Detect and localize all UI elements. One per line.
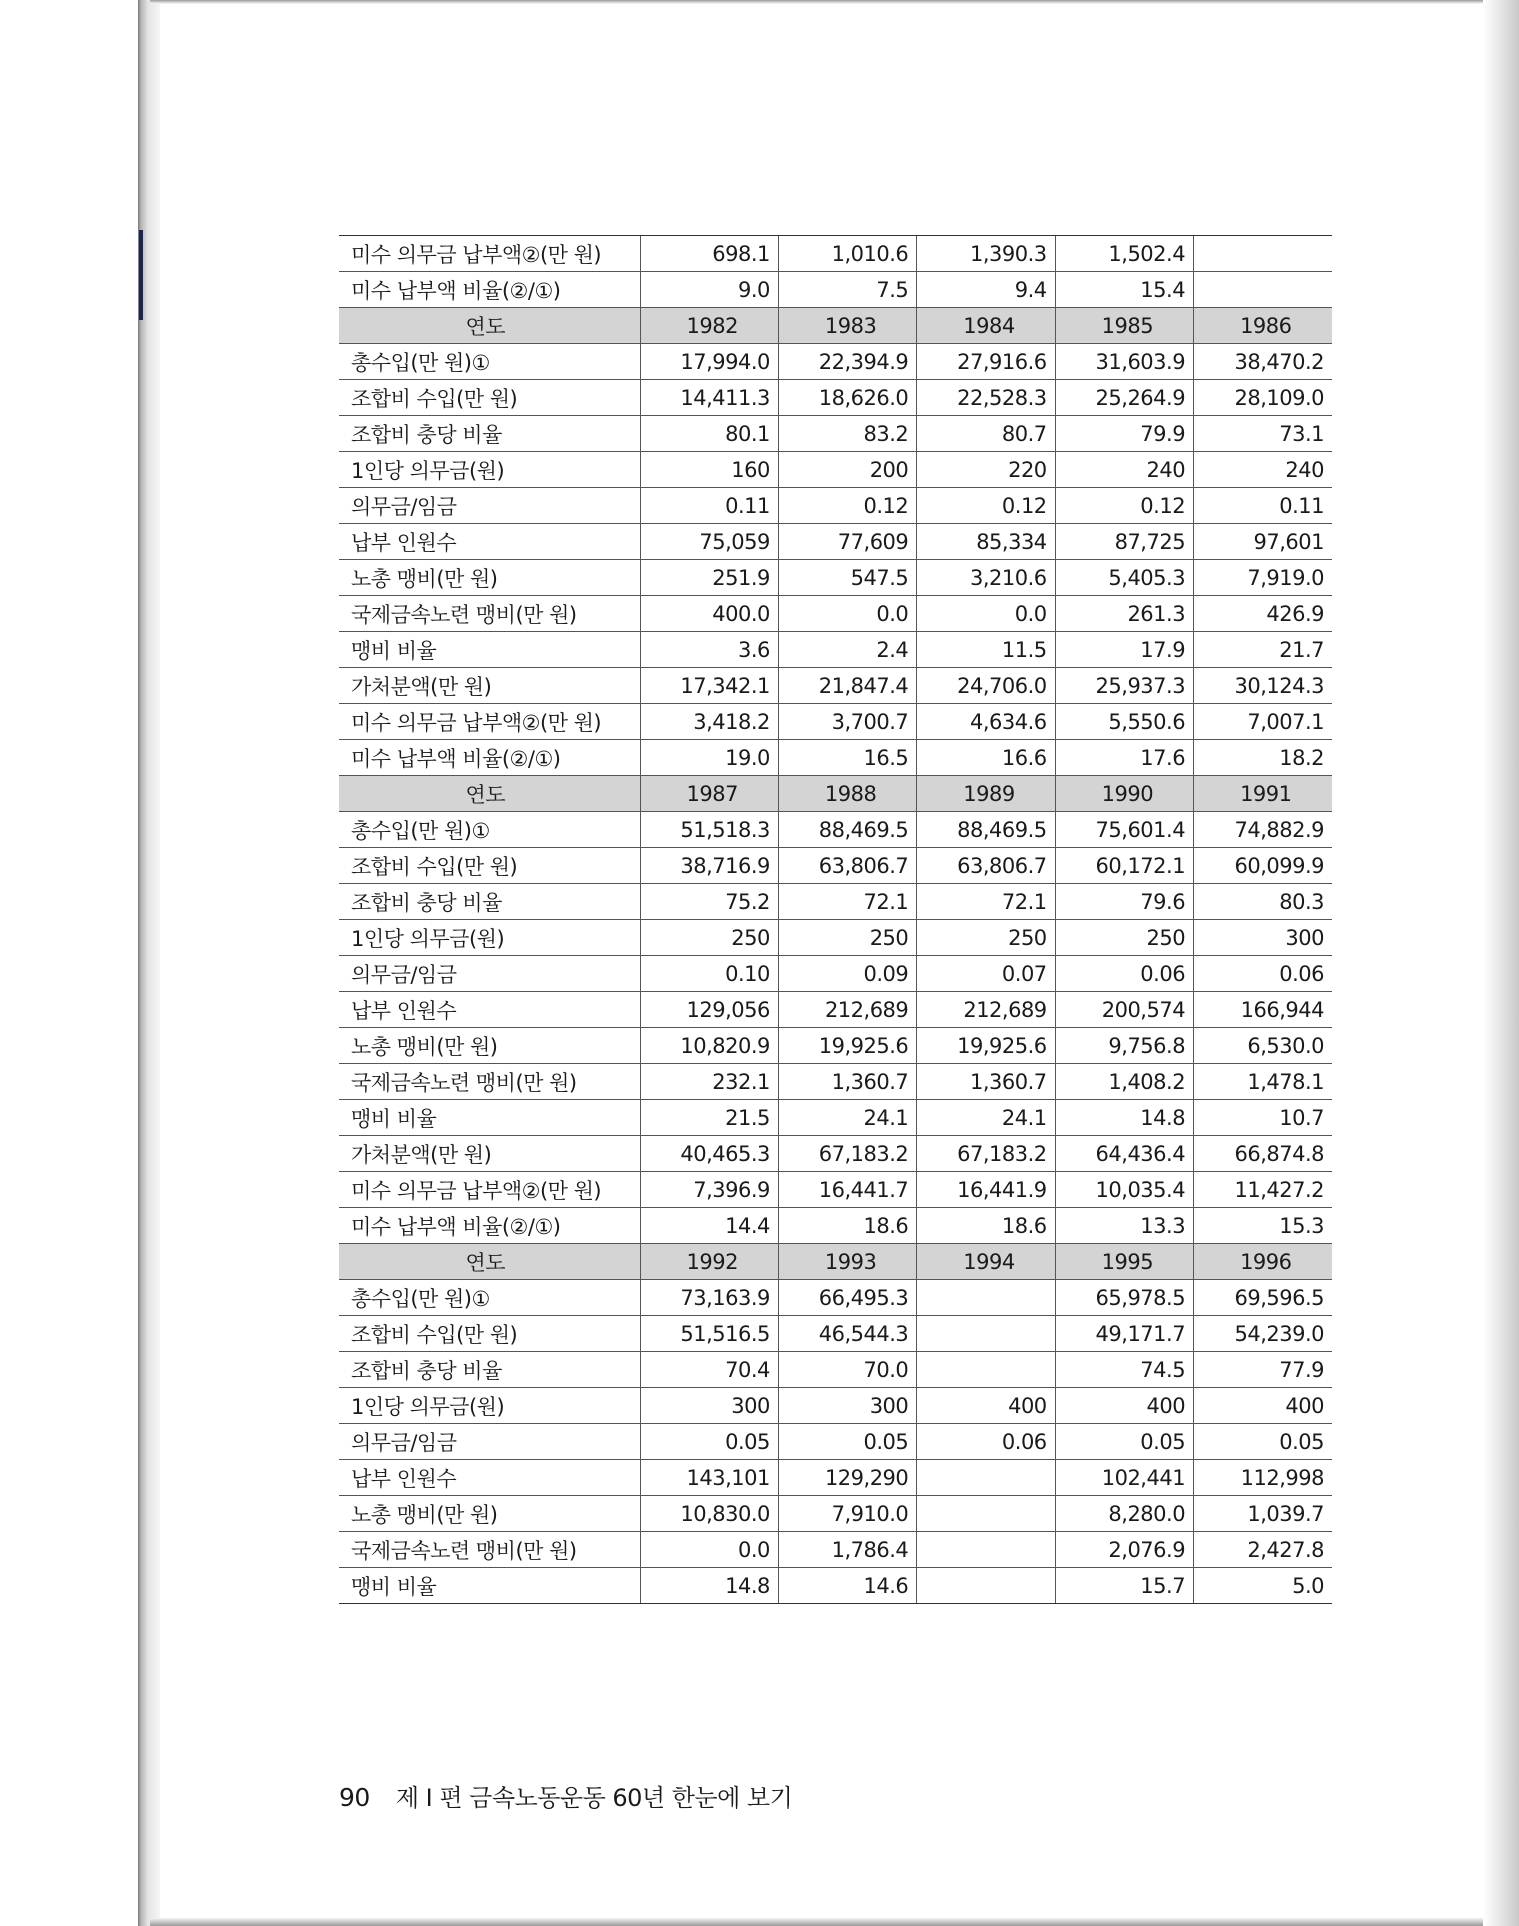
value-cell: 5,405.3: [1055, 560, 1193, 596]
row-label-cell: 납부 인원수: [339, 1460, 640, 1496]
value-cell: 1,478.1: [1194, 1064, 1332, 1100]
row-label-cell: 총수입(만 원)①: [339, 1280, 640, 1316]
table-row: [339, 884, 1332, 920]
value-cell: 74.5: [1055, 1352, 1193, 1388]
value-cell: [1194, 272, 1332, 308]
section-title: 제 I 편 금속노동운동 60년 한눈에 보기: [395, 1784, 793, 1812]
value-cell: 80.3: [1194, 884, 1332, 920]
value-cell: 1,010.6: [778, 236, 916, 272]
value-cell: 7,007.1: [1194, 704, 1332, 740]
value-cell: 14.8: [640, 1568, 778, 1604]
value-cell: 18.6: [917, 1208, 1055, 1244]
year-cell: 1984: [917, 308, 1055, 344]
table-row: [339, 1136, 1332, 1172]
table-row: [339, 1100, 1332, 1136]
row-label-cell: 조합비 충당 비율: [339, 1352, 640, 1388]
table-row: [339, 560, 1332, 596]
year-cell: 1983: [778, 308, 916, 344]
year-label-cell: 연도: [339, 1244, 640, 1280]
value-cell: 88,469.5: [778, 812, 916, 848]
row-label-cell: 국제금속노련 맹비(만 원): [339, 596, 640, 632]
value-cell: 77.9: [1194, 1352, 1332, 1388]
value-cell: 38,470.2: [1194, 344, 1332, 380]
value-cell: 11.5: [917, 632, 1055, 668]
row-label-cell: 노총 맹비(만 원): [339, 1496, 640, 1532]
value-cell: 70.4: [640, 1352, 778, 1388]
table-row: [339, 1424, 1332, 1460]
value-cell: 80.1: [640, 416, 778, 452]
value-cell: 18,626.0: [778, 380, 916, 416]
value-cell: 40,465.3: [640, 1136, 778, 1172]
value-cell: 24.1: [778, 1100, 916, 1136]
value-cell: 14.8: [1055, 1100, 1193, 1136]
value-cell: 698.1: [640, 236, 778, 272]
value-cell: 0.05: [1055, 1424, 1193, 1460]
table-row: [339, 1208, 1332, 1244]
year-header-row: [339, 776, 1332, 812]
value-cell: 15.3: [1194, 1208, 1332, 1244]
value-cell: 17.9: [1055, 632, 1193, 668]
value-cell: 7.5: [778, 272, 916, 308]
value-cell: 66,874.8: [1194, 1136, 1332, 1172]
table-row: [339, 668, 1332, 704]
value-cell: [917, 1460, 1055, 1496]
value-cell: 400.0: [640, 596, 778, 632]
value-cell: 300: [778, 1388, 916, 1424]
table-row: [339, 1352, 1332, 1388]
value-cell: 129,290: [778, 1460, 916, 1496]
value-cell: 15.7: [1055, 1568, 1193, 1604]
value-cell: 60,099.9: [1194, 848, 1332, 884]
value-cell: 9.4: [917, 272, 1055, 308]
value-cell: 7,396.9: [640, 1172, 778, 1208]
value-cell: 75,059: [640, 524, 778, 560]
table-row: [339, 1460, 1332, 1496]
value-cell: 0.0: [778, 596, 916, 632]
page-bottom-edge: [150, 1918, 1519, 1926]
value-cell: 112,998: [1194, 1460, 1332, 1496]
value-cell: 0.05: [1194, 1424, 1332, 1460]
value-cell: 38,716.9: [640, 848, 778, 884]
value-cell: 143,101: [640, 1460, 778, 1496]
value-cell: 21.5: [640, 1100, 778, 1136]
value-cell: 0.11: [1194, 488, 1332, 524]
value-cell: 2.4: [778, 632, 916, 668]
value-cell: 1,039.7: [1194, 1496, 1332, 1532]
year-cell: 1986: [1194, 308, 1332, 344]
value-cell: 28,109.0: [1194, 380, 1332, 416]
table-row: [339, 524, 1332, 560]
value-cell: 19,925.6: [778, 1028, 916, 1064]
row-label-cell: 미수 의무금 납부액②(만 원): [339, 1172, 640, 1208]
value-cell: 51,516.5: [640, 1316, 778, 1352]
row-label-cell: 국제금속노련 맹비(만 원): [339, 1064, 640, 1100]
table-row: [339, 992, 1332, 1028]
value-cell: 7,919.0: [1194, 560, 1332, 596]
year-cell: 1990: [1055, 776, 1193, 812]
table-row: [339, 740, 1332, 776]
table-row: [339, 812, 1332, 848]
value-cell: 250: [1055, 920, 1193, 956]
value-cell: 3.6: [640, 632, 778, 668]
row-label-cell: 국제금속노련 맹비(만 원): [339, 1532, 640, 1568]
value-cell: 9.0: [640, 272, 778, 308]
value-cell: [917, 1532, 1055, 1568]
value-cell: 15.4: [1055, 272, 1193, 308]
year-cell: 1993: [778, 1244, 916, 1280]
value-cell: 0.0: [917, 596, 1055, 632]
value-cell: 200: [778, 452, 916, 488]
value-cell: 49,171.7: [1055, 1316, 1193, 1352]
year-header-row: [339, 308, 1332, 344]
row-label-cell: 1인당 의무금(원): [339, 920, 640, 956]
value-cell: 74,882.9: [1194, 812, 1332, 848]
value-cell: 18.6: [778, 1208, 916, 1244]
value-cell: 22,528.3: [917, 380, 1055, 416]
row-label-cell: 의무금/임금: [339, 488, 640, 524]
value-cell: 16,441.7: [778, 1172, 916, 1208]
value-cell: 2,076.9: [1055, 1532, 1193, 1568]
value-cell: 75,601.4: [1055, 812, 1193, 848]
row-label-cell: 총수입(만 원)①: [339, 812, 640, 848]
year-header-row: [339, 1244, 1332, 1280]
value-cell: 240: [1194, 452, 1332, 488]
row-label-cell: 납부 인원수: [339, 524, 640, 560]
value-cell: 17,994.0: [640, 344, 778, 380]
value-cell: 0.12: [917, 488, 1055, 524]
row-label-cell: 조합비 수입(만 원): [339, 848, 640, 884]
row-label-cell: 총수입(만 원)①: [339, 344, 640, 380]
table-row: [339, 1568, 1332, 1604]
value-cell: 72.1: [778, 884, 916, 920]
value-cell: 64,436.4: [1055, 1136, 1193, 1172]
row-label-cell: 가처분액(만 원): [339, 1136, 640, 1172]
value-cell: 10,820.9: [640, 1028, 778, 1064]
row-label-cell: 조합비 충당 비율: [339, 416, 640, 452]
value-cell: 18.2: [1194, 740, 1332, 776]
value-cell: 251.9: [640, 560, 778, 596]
table-row: [339, 488, 1332, 524]
row-label-cell: 납부 인원수: [339, 992, 640, 1028]
table-row: [339, 380, 1332, 416]
table-row: [339, 920, 1332, 956]
row-label-cell: 조합비 수입(만 원): [339, 1316, 640, 1352]
value-cell: 16.6: [917, 740, 1055, 776]
value-cell: 0.05: [640, 1424, 778, 1460]
value-cell: 400: [917, 1388, 1055, 1424]
value-cell: 0.12: [778, 488, 916, 524]
table-row: [339, 1028, 1332, 1064]
row-label-cell: 조합비 수입(만 원): [339, 380, 640, 416]
year-cell: 1988: [778, 776, 916, 812]
table-row: [339, 452, 1332, 488]
table-row: [339, 1064, 1332, 1100]
value-cell: 3,418.2: [640, 704, 778, 740]
value-cell: 400: [1194, 1388, 1332, 1424]
value-cell: 10.7: [1194, 1100, 1332, 1136]
value-cell: 46,544.3: [778, 1316, 916, 1352]
value-cell: 16,441.9: [917, 1172, 1055, 1208]
value-cell: 83.2: [778, 416, 916, 452]
value-cell: 250: [640, 920, 778, 956]
value-cell: 547.5: [778, 560, 916, 596]
row-label-cell: 미수 의무금 납부액②(만 원): [339, 236, 640, 272]
row-label-cell: 맹비 비율: [339, 1568, 640, 1604]
value-cell: 0.09: [778, 956, 916, 992]
value-cell: 22,394.9: [778, 344, 916, 380]
page-footer: [339, 1778, 792, 1813]
value-cell: 0.07: [917, 956, 1055, 992]
table-body: [339, 236, 1332, 1604]
table-row: [339, 1316, 1332, 1352]
value-cell: 160: [640, 452, 778, 488]
value-cell: 10,035.4: [1055, 1172, 1193, 1208]
page-top-edge: [150, 0, 1519, 4]
table-row: [339, 848, 1332, 884]
value-cell: 200,574: [1055, 992, 1193, 1028]
value-cell: 75.2: [640, 884, 778, 920]
table-row: [339, 1532, 1332, 1568]
row-label-cell: 1인당 의무금(원): [339, 1388, 640, 1424]
value-cell: [1194, 236, 1332, 272]
value-cell: 166,944: [1194, 992, 1332, 1028]
value-cell: 0.06: [1194, 956, 1332, 992]
year-cell: 1996: [1194, 1244, 1332, 1280]
value-cell: 54,239.0: [1194, 1316, 1332, 1352]
value-cell: 1,360.7: [917, 1064, 1055, 1100]
value-cell: 5,550.6: [1055, 704, 1193, 740]
value-cell: 0.06: [1055, 956, 1193, 992]
row-label-cell: 맹비 비율: [339, 632, 640, 668]
value-cell: 17.6: [1055, 740, 1193, 776]
year-label-cell: 연도: [339, 776, 640, 812]
value-cell: 65,978.5: [1055, 1280, 1193, 1316]
value-cell: 0.0: [640, 1532, 778, 1568]
value-cell: 0.06: [917, 1424, 1055, 1460]
value-cell: 0.10: [640, 956, 778, 992]
value-cell: 261.3: [1055, 596, 1193, 632]
value-cell: 80.7: [917, 416, 1055, 452]
row-label-cell: 조합비 충당 비율: [339, 884, 640, 920]
value-cell: 1,502.4: [1055, 236, 1193, 272]
value-cell: 13.3: [1055, 1208, 1193, 1244]
value-cell: 7,910.0: [778, 1496, 916, 1532]
value-cell: 67,183.2: [917, 1136, 1055, 1172]
value-cell: 97,601: [1194, 524, 1332, 560]
value-cell: 129,056: [640, 992, 778, 1028]
value-cell: 73.1: [1194, 416, 1332, 452]
value-cell: 67,183.2: [778, 1136, 916, 1172]
value-cell: 232.1: [640, 1064, 778, 1100]
value-cell: 31,603.9: [1055, 344, 1193, 380]
year-cell: 1989: [917, 776, 1055, 812]
binding-mark: [139, 230, 143, 320]
year-cell: 1995: [1055, 1244, 1193, 1280]
row-label-cell: 의무금/임금: [339, 1424, 640, 1460]
value-cell: 426.9: [1194, 596, 1332, 632]
value-cell: 14,411.3: [640, 380, 778, 416]
value-cell: 3,700.7: [778, 704, 916, 740]
value-cell: 1,360.7: [778, 1064, 916, 1100]
table-row: [339, 596, 1332, 632]
value-cell: 14.4: [640, 1208, 778, 1244]
value-cell: 1,408.2: [1055, 1064, 1193, 1100]
value-cell: 0.11: [640, 488, 778, 524]
row-label-cell: 노총 맹비(만 원): [339, 560, 640, 596]
value-cell: 51,518.3: [640, 812, 778, 848]
value-cell: 88,469.5: [917, 812, 1055, 848]
year-cell: 1994: [917, 1244, 1055, 1280]
value-cell: 85,334: [917, 524, 1055, 560]
value-cell: 79.9: [1055, 416, 1193, 452]
value-cell: 77,609: [778, 524, 916, 560]
value-cell: 240: [1055, 452, 1193, 488]
table-row: [339, 416, 1332, 452]
value-cell: 1,786.4: [778, 1532, 916, 1568]
value-cell: 24,706.0: [917, 668, 1055, 704]
value-cell: 21,847.4: [778, 668, 916, 704]
value-cell: 87,725: [1055, 524, 1193, 560]
value-cell: 21.7: [1194, 632, 1332, 668]
value-cell: 66,495.3: [778, 1280, 916, 1316]
value-cell: 300: [640, 1388, 778, 1424]
row-label-cell: 의무금/임금: [339, 956, 640, 992]
value-cell: 16.5: [778, 740, 916, 776]
union-finance-table: [339, 235, 1332, 1604]
year-label-cell: 연도: [339, 308, 640, 344]
page-right-shadow: [1483, 0, 1519, 1926]
row-label-cell: 맹비 비율: [339, 1100, 640, 1136]
value-cell: 63,806.7: [778, 848, 916, 884]
table-row: [339, 1388, 1332, 1424]
value-cell: 25,264.9: [1055, 380, 1193, 416]
value-cell: 212,689: [917, 992, 1055, 1028]
value-cell: 63,806.7: [917, 848, 1055, 884]
row-label-cell: 미수 의무금 납부액②(만 원): [339, 704, 640, 740]
value-cell: 72.1: [917, 884, 1055, 920]
table-row: [339, 632, 1332, 668]
value-cell: 250: [917, 920, 1055, 956]
value-cell: 400: [1055, 1388, 1193, 1424]
year-cell: 1992: [640, 1244, 778, 1280]
value-cell: 69,596.5: [1194, 1280, 1332, 1316]
table-row: [339, 1280, 1332, 1316]
value-cell: 30,124.3: [1194, 668, 1332, 704]
value-cell: 60,172.1: [1055, 848, 1193, 884]
value-cell: 73,163.9: [640, 1280, 778, 1316]
value-cell: 19,925.6: [917, 1028, 1055, 1064]
value-cell: 0.05: [778, 1424, 916, 1460]
value-cell: 5.0: [1194, 1568, 1332, 1604]
value-cell: 10,830.0: [640, 1496, 778, 1532]
row-label-cell: 노총 맹비(만 원): [339, 1028, 640, 1064]
value-cell: 300: [1194, 920, 1332, 956]
value-cell: 14.6: [778, 1568, 916, 1604]
table-row: [339, 1172, 1332, 1208]
value-cell: 25,937.3: [1055, 668, 1193, 704]
value-cell: 70.0: [778, 1352, 916, 1388]
row-label-cell: 1인당 의무금(원): [339, 452, 640, 488]
value-cell: 2,427.8: [1194, 1532, 1332, 1568]
table-row: [339, 236, 1332, 272]
value-cell: 102,441: [1055, 1460, 1193, 1496]
value-cell: [917, 1496, 1055, 1532]
year-cell: 1991: [1194, 776, 1332, 812]
value-cell: 9,756.8: [1055, 1028, 1193, 1064]
value-cell: 4,634.6: [917, 704, 1055, 740]
year-cell: 1985: [1055, 308, 1193, 344]
table-row: [339, 1496, 1332, 1532]
value-cell: [917, 1280, 1055, 1316]
value-cell: 220: [917, 452, 1055, 488]
table-row: [339, 344, 1332, 380]
value-cell: 11,427.2: [1194, 1172, 1332, 1208]
value-cell: [917, 1568, 1055, 1604]
value-cell: 79.6: [1055, 884, 1193, 920]
table-row: [339, 956, 1332, 992]
year-cell: 1987: [640, 776, 778, 812]
value-cell: 19.0: [640, 740, 778, 776]
row-label-cell: 미수 납부액 비율(②/①): [339, 272, 640, 308]
value-cell: 0.12: [1055, 488, 1193, 524]
value-cell: [917, 1352, 1055, 1388]
page-number: 90: [339, 1783, 370, 1812]
value-cell: 24.1: [917, 1100, 1055, 1136]
row-label-cell: 미수 납부액 비율(②/①): [339, 740, 640, 776]
table-row: [339, 704, 1332, 740]
value-cell: 17,342.1: [640, 668, 778, 704]
value-cell: 27,916.6: [917, 344, 1055, 380]
year-cell: 1982: [640, 308, 778, 344]
value-cell: 212,689: [778, 992, 916, 1028]
value-cell: 6,530.0: [1194, 1028, 1332, 1064]
value-cell: 8,280.0: [1055, 1496, 1193, 1532]
row-label-cell: 가처분액(만 원): [339, 668, 640, 704]
value-cell: 3,210.6: [917, 560, 1055, 596]
value-cell: 1,390.3: [917, 236, 1055, 272]
value-cell: 250: [778, 920, 916, 956]
row-label-cell: 미수 납부액 비율(②/①): [339, 1208, 640, 1244]
table-row: [339, 272, 1332, 308]
value-cell: [917, 1316, 1055, 1352]
